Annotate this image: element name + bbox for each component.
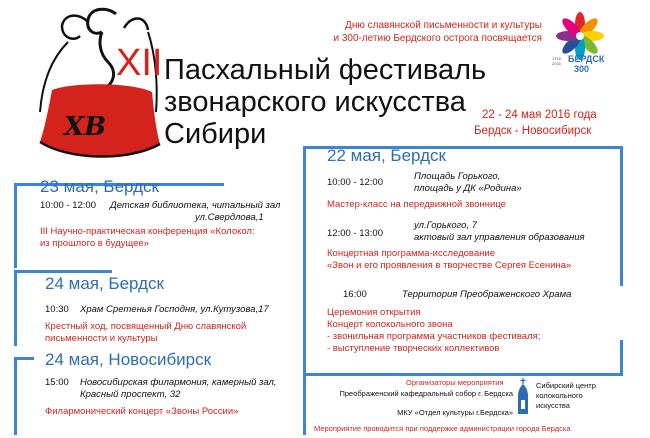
event-time: 15:00	[45, 377, 69, 388]
bell-center-name-2: колокольного	[536, 391, 583, 400]
divider-line	[303, 146, 306, 373]
divider-line	[14, 183, 17, 268]
logo-years: 1716 2016	[552, 56, 561, 66]
event-title: Церемония открытия	[327, 307, 421, 318]
title-line-3: Сибири	[164, 118, 267, 150]
event-time: 16:00	[343, 289, 367, 300]
event-place: Красный проспект, 32	[80, 389, 181, 400]
dedication-line-2: и 300-летию Бердского острога посвящается	[333, 33, 542, 44]
divider-line	[620, 146, 623, 286]
bell-logo-icon	[28, 2, 178, 174]
logo-name: БЕРДСК	[568, 54, 605, 64]
festival-number: XII	[116, 42, 163, 84]
divider-line	[14, 357, 34, 360]
event-place: ул.Свердлова,1	[195, 212, 264, 223]
divider-line	[303, 373, 623, 376]
support-note: Мероприятие проводится при поддержке администрации города Бердска	[314, 424, 571, 433]
day-24-berdsk-title: 24 мая, Бердск	[45, 274, 164, 293]
event-title: «Звон и его проявления в творчестве Сергея Есенина»	[327, 260, 572, 271]
title-line-1: Пасхальный фестиваль	[164, 54, 487, 86]
divider-line	[620, 340, 623, 376]
event-time: 10:00 - 12:00	[327, 177, 383, 188]
day-23-title: 23 мая, Бердск	[40, 177, 159, 196]
organizer-culture-dept: МКУ «Отдел культуры г.Бердска»	[397, 408, 513, 417]
event-time: 10:30	[45, 304, 69, 315]
event-time: 12:00 - 13:00	[327, 228, 383, 239]
event-place: Детская библиотека, читальный зал	[110, 200, 281, 211]
event-title: Концертная программа-исследование	[327, 248, 495, 259]
event-place: площадь у ДК «Родина»	[414, 183, 522, 194]
event-place: Территория Преображенского Храма	[402, 289, 572, 300]
bell-center-name-3: искусства	[536, 401, 570, 410]
dedication-line-1: Дню славянской письменности и культуры	[345, 20, 542, 31]
event-time: 10:00 - 12:00	[40, 200, 96, 211]
event-title: - выступление творческих коллективов	[327, 343, 500, 354]
event-title: письменности и культуры	[45, 333, 158, 344]
event-title: Мастер-класс на передвижной звоннице	[327, 199, 506, 210]
event-title: Концерт колокольного звона	[327, 319, 453, 330]
event-title: III Научно-практическая конференция «Колокол:	[40, 226, 255, 237]
divider-line	[303, 375, 306, 435]
event-title: Крестный ход, посвященный Дню славянской	[45, 321, 247, 332]
event-title: - звонильная программа участников фестиваля;	[327, 331, 541, 342]
title-line-2: звонарского искусства	[164, 86, 466, 118]
event-place: Храм Сретенья Господня, ул.Кутузова,17	[80, 304, 269, 315]
event-title: из прошлого в будущее»	[40, 238, 149, 249]
bell-center-name-1: Сибирский центр	[536, 381, 596, 390]
event-place: Площадь Горького,	[414, 171, 501, 182]
festival-dates: 22 - 24 мая 2016 года	[482, 109, 597, 121]
day-22-title: 22 мая, Бердск	[327, 146, 446, 165]
organizers-title: Организаторы мероприятия	[406, 378, 504, 387]
church-logo-icon	[516, 378, 530, 416]
festival-cities: Бердск - Новосибирск	[474, 125, 592, 137]
divider-line	[14, 270, 17, 346]
bell-text: ХВ	[64, 112, 107, 142]
divider-line	[14, 357, 17, 435]
event-place: Новосибирская филармония, камерный зал,	[80, 377, 277, 388]
divider-line	[14, 270, 112, 273]
day-24-novosibirsk-title: 24 мая, Новосибирск	[45, 350, 212, 369]
event-place: ул.Горького, 7	[414, 220, 478, 231]
logo-number: 300	[574, 64, 590, 74]
event-place: актовый зал управления образования	[414, 232, 585, 243]
organizer-cathedral: Преображенский кафедральный собор г. Бердска	[339, 389, 513, 398]
event-title: Филармонический концерт «Звоны России»	[45, 406, 239, 417]
